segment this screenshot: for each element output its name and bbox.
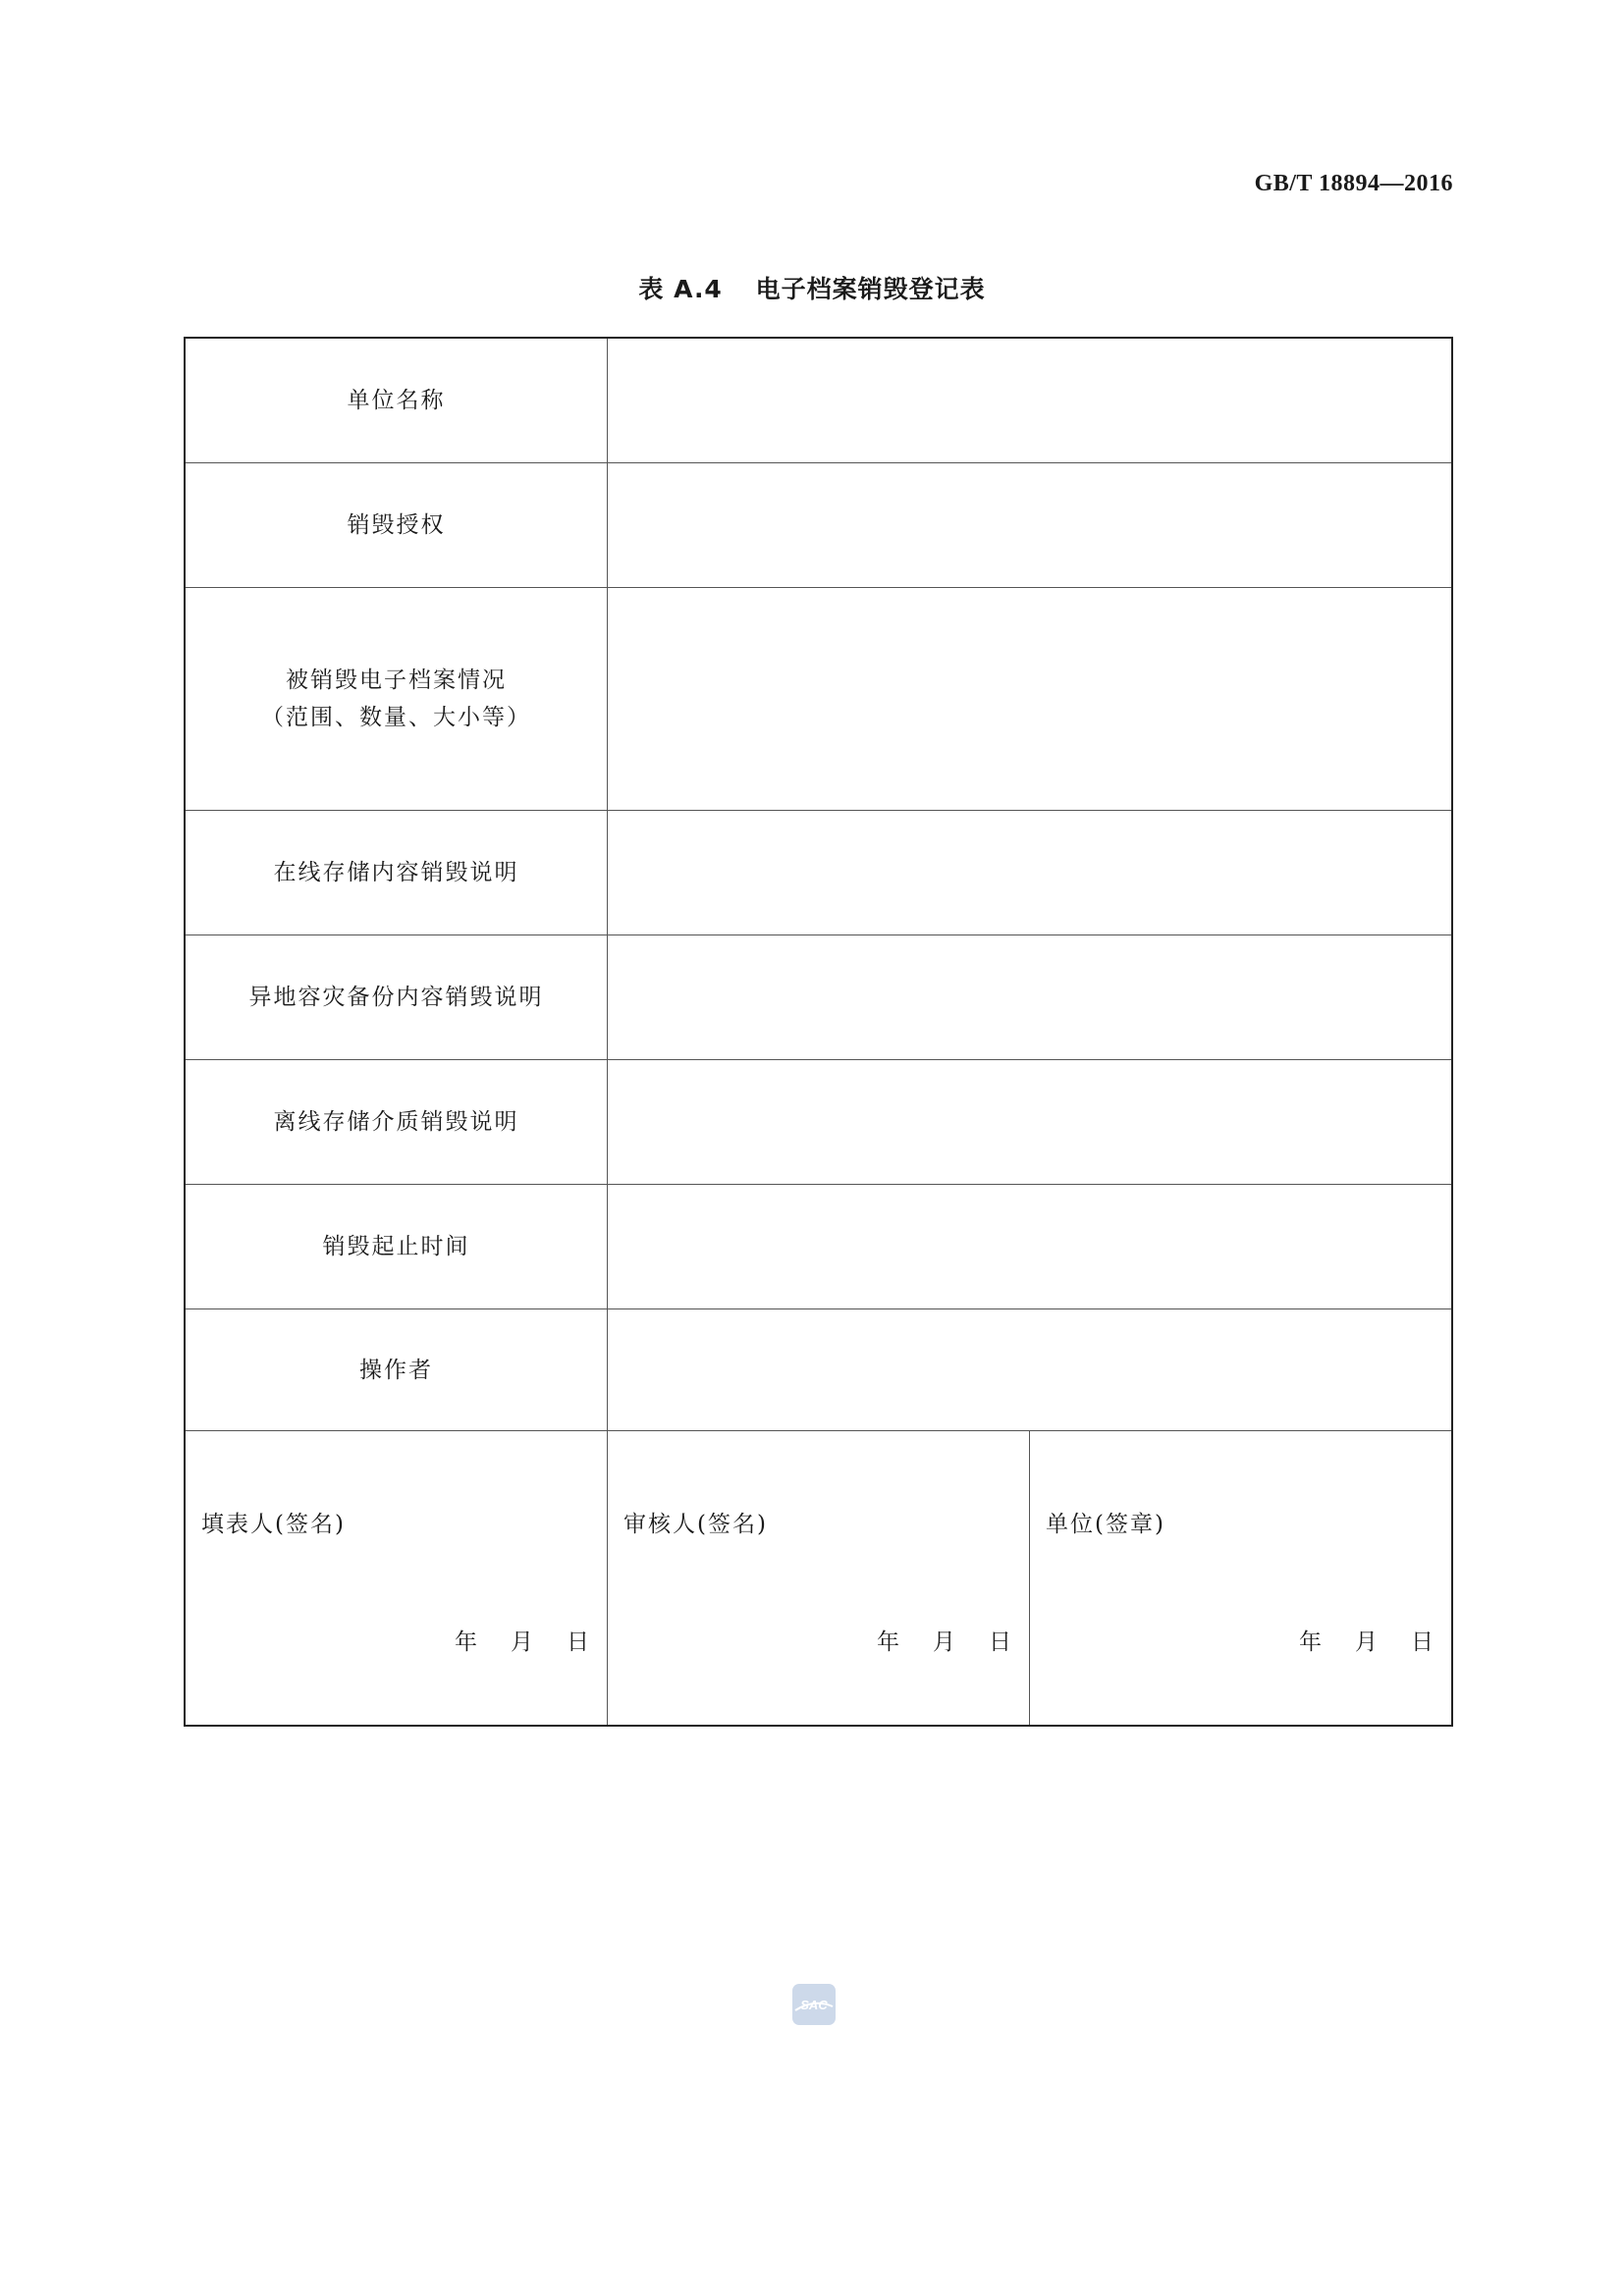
signature-row bbox=[186, 1431, 1451, 1725]
row-label-text: 离线存储介质销毁说明 bbox=[273, 1109, 519, 1135]
row-label-text: 异地容灾备份内容销毁说明 bbox=[248, 985, 544, 1010]
row-label bbox=[186, 1060, 608, 1184]
destruction-register-form bbox=[184, 337, 1453, 1727]
form-row-offsite-backup bbox=[186, 935, 1451, 1060]
row-label bbox=[186, 935, 608, 1059]
unit-seal-label: 单位(签章) bbox=[1046, 1512, 1165, 1537]
row-label-text: 在线存储内容销毁说明 bbox=[273, 860, 519, 885]
row-label bbox=[186, 811, 608, 934]
sac-logo-icon bbox=[791, 1983, 837, 2026]
row-label bbox=[186, 588, 608, 810]
row-label bbox=[186, 1309, 608, 1430]
year-label: 年 bbox=[877, 1629, 899, 1655]
table-caption bbox=[0, 270, 1624, 305]
month-label: 月 bbox=[511, 1629, 533, 1655]
row-label-subtext: （范围、数量、大小等） bbox=[261, 705, 531, 730]
year-label: 年 bbox=[1299, 1629, 1322, 1655]
offsite-backup-field[interactable] bbox=[608, 935, 1451, 1059]
reviewer-date bbox=[877, 1624, 1011, 1656]
row-label bbox=[186, 1185, 608, 1308]
filler-signature-cell[interactable] bbox=[186, 1431, 608, 1725]
day-label: 日 bbox=[989, 1629, 1011, 1655]
form-row-unit-name bbox=[186, 339, 1451, 463]
reviewer-signature-label: 审核人(签名) bbox=[623, 1512, 768, 1537]
month-label: 月 bbox=[933, 1629, 955, 1655]
unit-name-field[interactable] bbox=[608, 339, 1451, 462]
svg-text:SAC: SAC bbox=[800, 1998, 828, 2012]
row-label-text: 单位名称 bbox=[347, 388, 446, 413]
unit-seal-cell[interactable] bbox=[1030, 1431, 1451, 1725]
destruction-authorization-field[interactable] bbox=[608, 463, 1451, 587]
online-storage-field[interactable] bbox=[608, 811, 1451, 934]
row-label-text: 被销毁电子档案情况 bbox=[286, 667, 507, 693]
form-row-operator bbox=[186, 1309, 1451, 1431]
day-label: 日 bbox=[567, 1629, 589, 1655]
destroyed-records-field[interactable] bbox=[608, 588, 1451, 810]
form-row-online-storage bbox=[186, 811, 1451, 935]
row-label-text: 销毁起止时间 bbox=[322, 1234, 470, 1259]
operator-field[interactable] bbox=[608, 1309, 1451, 1430]
row-label bbox=[186, 463, 608, 587]
row-label-text: 操作者 bbox=[359, 1357, 433, 1383]
year-label: 年 bbox=[455, 1629, 477, 1655]
table-caption-number: 表 A.4 bbox=[638, 275, 723, 303]
row-label bbox=[186, 339, 608, 462]
form-row-destruction-period bbox=[186, 1185, 1451, 1309]
standard-code: GB/T 18894—2016 bbox=[1254, 171, 1453, 196]
filler-signature-label: 填表人(签名) bbox=[201, 1512, 346, 1537]
form-row-destruction-authorization bbox=[186, 463, 1451, 588]
day-label: 日 bbox=[1411, 1629, 1434, 1655]
destruction-period-field[interactable] bbox=[608, 1185, 1451, 1308]
offline-media-field[interactable] bbox=[608, 1060, 1451, 1184]
form-row-offline-media bbox=[186, 1060, 1451, 1185]
form-row-destroyed-records bbox=[186, 588, 1451, 811]
filler-date bbox=[455, 1624, 589, 1656]
table-caption-title: 电子档案销毁登记表 bbox=[755, 275, 986, 303]
unit-seal-date bbox=[1299, 1624, 1434, 1656]
reviewer-signature-cell[interactable] bbox=[608, 1431, 1030, 1725]
month-label: 月 bbox=[1355, 1629, 1378, 1655]
row-label-text: 销毁授权 bbox=[347, 512, 446, 538]
